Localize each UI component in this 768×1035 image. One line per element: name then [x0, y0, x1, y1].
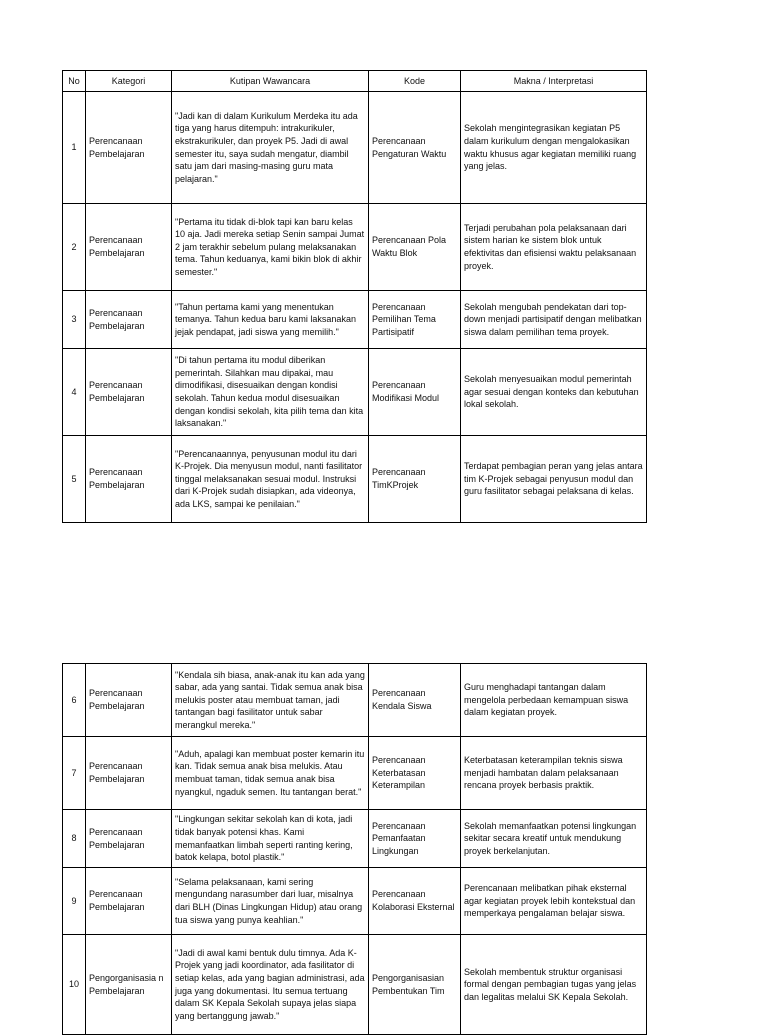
row-kode: Perencanaan Pemilihan Tema Partisipatif — [369, 291, 461, 349]
row-no: 1 — [63, 92, 86, 204]
table-row — [63, 935, 647, 1035]
row-makna: Terjadi perubahan pola pelaksanaan dari sistem harian ke sistem blok untuk efektivitas dan efisiensi waktu pelaksanaan proyek. — [461, 204, 647, 291]
row-no: 6 — [63, 664, 86, 737]
table-row — [63, 291, 647, 349]
row-kode: Perencanaan Keterbatasan Keterampilan — [369, 737, 461, 810]
row-makna: Terdapat pembagian peran yang jelas antara tim K-Projek sebagai penyusun modul dan guru fasilitator sebagai pelaksana di kelas. — [461, 436, 647, 523]
row-makna: Sekolah membentuk struktur organisasi formal dengan pembagian tugas yang jelas dan legalitas melalui SK Kepala Sekolah. — [461, 935, 647, 1035]
row-no: 3 — [63, 291, 86, 349]
table-row — [63, 737, 647, 810]
row-makna: Keterbatasan keterampilan teknis siswa menjadi hambatan dalam pelaksanaan rencana proyek berbasis praktik. — [461, 737, 647, 810]
row-makna: Perencanaan melibatkan pihak eksternal agar kegiatan proyek lebih kontekstual dan memperkaya pengalaman belajar siswa. — [461, 868, 647, 935]
row-no: 10 — [63, 935, 86, 1035]
table-row — [63, 436, 647, 523]
row-no: 5 — [63, 436, 86, 523]
table-row — [63, 810, 647, 868]
row-kutipan: "Jadi di awal kami bentuk dulu timnya. Ada K-Projek yang jadi koordinator, ada fasilitator di setiap kelas, ada yang bagian administrasi, ada juga yang dokumentasi. Itu semua tertuang dalam SK Kepala Sekolah supaya jelas siapa yang bertanggung jawab." — [172, 935, 369, 1035]
table-row — [63, 664, 647, 737]
row-kode: Perencanaan Modifikasi Modul — [369, 349, 461, 436]
row-kategori: Perencanaan Pembelajaran — [86, 349, 172, 436]
table-row — [63, 868, 647, 935]
row-kutipan: "Jadi kan di dalam Kurikulum Merdeka itu ada tiga yang harus ditempuh: intrakurikuler, ekstrakurikuler, dan proyek P5. Jadi di awal semester itu, saya sudah mengatur, diambil satu jam dari masing-masing guru mata pelajaran." — [172, 92, 369, 204]
row-makna: Guru menghadapi tantangan dalam mengelola perbedaan kemampuan siswa dalam kegiatan proyek. — [461, 664, 647, 737]
header-kode: Kode — [369, 71, 461, 92]
row-makna: Sekolah mengintegrasikan kegiatan P5 dalam kurikulum dengan mengalokasikan waktu khusus agar kegiatan memiliki ruang yang jelas. — [461, 92, 647, 204]
row-no: 7 — [63, 737, 86, 810]
row-kode: Perencanaan Kendala Siswa — [369, 664, 461, 737]
row-kutipan: "Pertama itu tidak di-blok tapi kan baru kelas 10 aja. Jadi mereka setiap Senin sampai Jumat 2 jam terakhir sebelum pulang melaksanakan tema. Tahun keduanya, kami bikin blok di akhir semester." — [172, 204, 369, 291]
row-kategori: Perencanaan Pembelajaran — [86, 436, 172, 523]
row-no: 9 — [63, 868, 86, 935]
row-kategori: Perencanaan Pembelajaran — [86, 737, 172, 810]
row-kutipan: "Aduh, apalagi kan membuat poster kemarin itu kan. Tidak semua anak bisa melukis. Atau membuat taman, tidak semua anak bisa nyangkul, ngaduk semen. Itu tantangan berat." — [172, 737, 369, 810]
row-no: 2 — [63, 204, 86, 291]
row-kode: Perencanaan Pola Waktu Blok — [369, 204, 461, 291]
row-kode: Perencanaan TimKProjek — [369, 436, 461, 523]
header-makna: Makna / Interpretasi — [461, 71, 647, 92]
table-row — [63, 204, 647, 291]
table-header-row — [63, 71, 647, 92]
row-kode: Perencanaan Pemanfaatan Lingkungan — [369, 810, 461, 868]
interview-table-part-1 — [62, 70, 647, 523]
row-kutipan: "Di tahun pertama itu modul diberikan pemerintah. Silahkan mau dipakai, mau dimodifikasi, disesuaikan dengan kondisi sekolah. Tahun kedua modul disesuaikan dengan kondisi sekolah, kita pilih tema dan kita laksanakan." — [172, 349, 369, 436]
row-kategori: Pengorganisasia n Pembelajaran — [86, 935, 172, 1035]
interview-table-part-2 — [62, 663, 647, 1035]
row-kode: Perencanaan Kolaborasi Eksternal — [369, 868, 461, 935]
row-kutipan: "Tahun pertama kami yang menentukan temanya. Tahun kedua baru kami laksanakan jejak pendapat, jadi siswa yang memilih." — [172, 291, 369, 349]
row-kutipan: "Lingkungan sekitar sekolah kan di kota, jadi tidak banyak potensi khas. Kami memanfaatkan limbah seperti ranting kering, batok kelapa, botol plastik." — [172, 810, 369, 868]
row-makna: Sekolah menyesuaikan modul pemerintah agar sesuai dengan konteks dan kebutuhan lokal sekolah. — [461, 349, 647, 436]
header-kutipan: Kutipan Wawancara — [172, 71, 369, 92]
row-kutipan: "Selama pelaksanaan, kami sering mengundang narasumber dari luar, misalnya dari BLH (Dinas Lingkungan Hidup) atau orang tua siswa yang punya keahlian." — [172, 868, 369, 935]
row-kategori: Perencanaan Pembelajaran — [86, 92, 172, 204]
row-kategori: Perencanaan Pembelajaran — [86, 204, 172, 291]
row-kode: Perencanaan Pengaturan Waktu — [369, 92, 461, 204]
row-no: 4 — [63, 349, 86, 436]
row-kategori: Perencanaan Pembelajaran — [86, 664, 172, 737]
header-no: No — [63, 71, 86, 92]
row-kutipan: "Perencanaannya, penyusunan modul itu dari K-Projek. Dia menyusun modul, nanti fasilitator tinggal melaksanakan sesuai modul. Instruksi dari K-Projek sudah disiapkan, ada videonya, ada LKS, sampai ke penilaian." — [172, 436, 369, 523]
header-kategori: Kategori — [86, 71, 172, 92]
row-makna: Sekolah mengubah pendekatan dari top-down menjadi partisipatif dengan melibatkan siswa dalam pemilihan tema proyek. — [461, 291, 647, 349]
table-row — [63, 349, 647, 436]
row-kategori: Perencanaan Pembelajaran — [86, 868, 172, 935]
row-kutipan: "Kendala sih biasa, anak-anak itu kan ada yang sabar, ada yang santai. Tidak semua anak bisa melukis poster atau membuat taman, jadi tantangan bagi fasilitator untuk sabar merangkul mereka." — [172, 664, 369, 737]
row-no: 8 — [63, 810, 86, 868]
row-kategori: Perencanaan Pembelajaran — [86, 291, 172, 349]
row-kategori: Perencanaan Pembelajaran — [86, 810, 172, 868]
row-kode: Pengorganisasian Pembentukan Tim — [369, 935, 461, 1035]
table-row — [63, 92, 647, 204]
row-makna: Sekolah memanfaatkan potensi lingkungan sekitar secara kreatif untuk mendukung proyek berkelanjutan. — [461, 810, 647, 868]
